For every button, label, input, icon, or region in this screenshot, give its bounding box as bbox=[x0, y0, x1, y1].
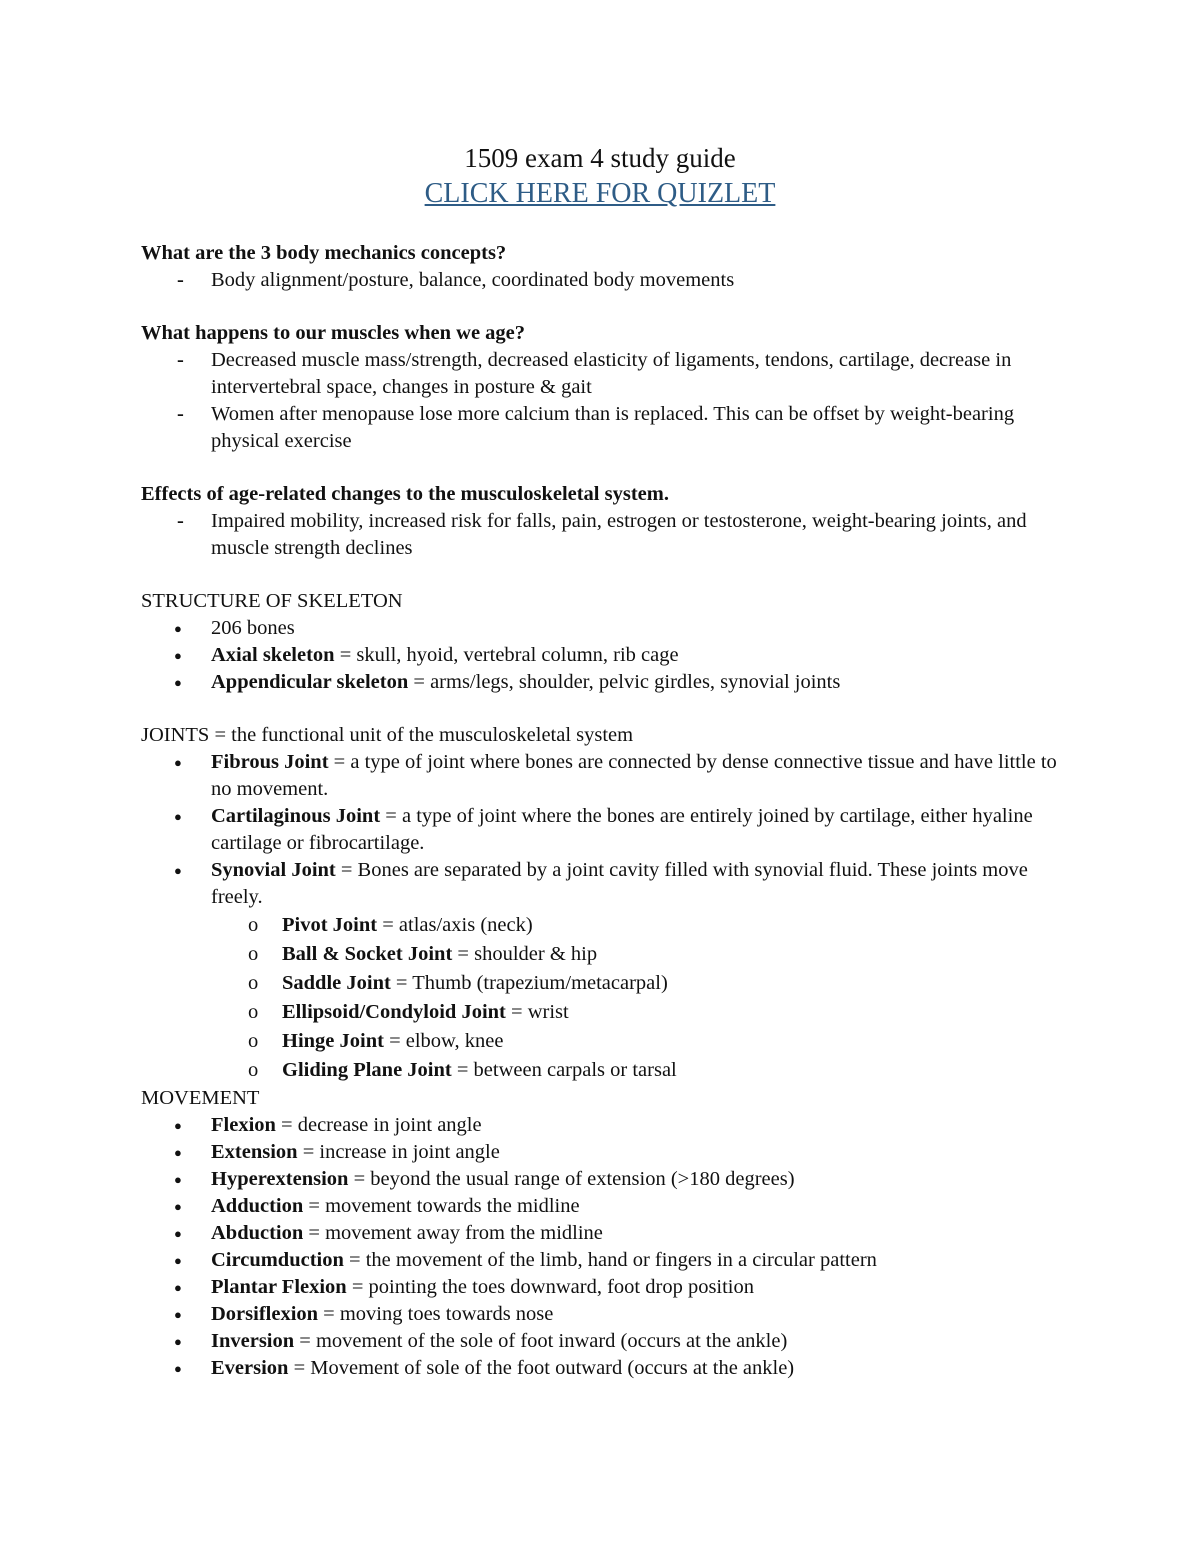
definition: = decrease in joint angle bbox=[275, 1114, 482, 1136]
term: Hyperextension bbox=[211, 1168, 349, 1190]
list-item bbox=[141, 642, 1061, 669]
quizlet-link[interactable]: CLICK HERE FOR QUIZLET bbox=[424, 178, 776, 209]
list-item bbox=[141, 669, 1061, 696]
question-heading: What are the 3 body mechanics concepts? bbox=[141, 242, 507, 264]
section-body-mechanics bbox=[141, 240, 1061, 294]
list-item bbox=[141, 1139, 1061, 1166]
term: Adduction bbox=[211, 1195, 304, 1217]
term: Gliding Plane Joint bbox=[282, 1059, 452, 1081]
list-item bbox=[141, 615, 1061, 642]
definition: = Movement of sole of the foot outward (occurs at the ankle) bbox=[288, 1357, 795, 1379]
term: Ball & Socket Joint bbox=[282, 943, 453, 965]
title-block bbox=[0, 140, 1200, 212]
definition: = elbow, knee bbox=[383, 1030, 504, 1052]
question-heading: Effects of age-related changes to the musculoskeletal system. bbox=[141, 483, 669, 505]
section-effects bbox=[141, 481, 1061, 562]
sub-list-item bbox=[141, 969, 1061, 998]
term: Inversion bbox=[211, 1330, 295, 1352]
sub-list-item bbox=[141, 911, 1061, 940]
term: Abduction bbox=[211, 1222, 304, 1244]
definition: = skull, hyoid, vertebral column, rib cage bbox=[334, 644, 679, 666]
answer-item: - Impaired mobility, increased risk for falls, pain, estrogen or testosterone, weight-bearing joints, and muscle strength declines bbox=[141, 508, 1061, 562]
sub-list-item bbox=[141, 998, 1061, 1027]
term: Axial skeleton bbox=[211, 644, 335, 666]
list-item bbox=[141, 1247, 1061, 1274]
sub-list-item bbox=[141, 1027, 1061, 1056]
term: Extension bbox=[211, 1141, 298, 1163]
document-body bbox=[141, 240, 1061, 1382]
term: Hinge Joint bbox=[282, 1030, 384, 1052]
definition: = increase in joint angle bbox=[297, 1141, 500, 1163]
section-heading: STRUCTURE OF SKELETON bbox=[141, 590, 403, 612]
list-item bbox=[141, 1166, 1061, 1193]
list-item bbox=[141, 1193, 1061, 1220]
definition: = beyond the usual range of extension (>180 degrees) bbox=[348, 1168, 795, 1190]
term: Saddle Joint bbox=[282, 972, 391, 994]
section-skeleton bbox=[141, 588, 1061, 696]
definition: = moving toes towards nose bbox=[318, 1303, 554, 1325]
definition: = movement towards the midline bbox=[303, 1195, 580, 1217]
section-aging bbox=[141, 320, 1061, 455]
definition: = Bones are separated by a joint cavity filled with synovial fluid. These joints move freely. bbox=[211, 859, 1028, 908]
definition: = a type of joint where bones are connected by dense connective tissue and have little to no movement. bbox=[211, 751, 1057, 800]
bullet-list bbox=[141, 615, 1061, 696]
term: Circumduction bbox=[211, 1249, 344, 1271]
section-joints bbox=[141, 722, 1061, 1085]
definition: = a type of joint where the bones are entirely joined by cartilage, either hyaline cartilage or fibrocartilage. bbox=[211, 805, 1033, 854]
list-item bbox=[141, 803, 1061, 857]
term: Eversion bbox=[211, 1357, 289, 1379]
answer-list bbox=[141, 267, 1061, 294]
question-heading: What happens to our muscles when we age? bbox=[141, 322, 526, 344]
list-item bbox=[141, 1112, 1061, 1139]
answer-item: - Women after menopause lose more calcium than is replaced. This can be offset by weight-bearing physical exercise bbox=[141, 401, 1061, 455]
list-item bbox=[141, 1328, 1061, 1355]
heading-definition: = the functional unit of the musculoskeletal system bbox=[209, 724, 634, 746]
definition: = atlas/axis (neck) bbox=[377, 914, 533, 936]
section-movement bbox=[141, 1085, 1061, 1382]
answer-list bbox=[141, 347, 1061, 455]
term: Appendicular skeleton bbox=[211, 671, 409, 693]
definition: = movement of the sole of foot inward (occurs at the ankle) bbox=[294, 1330, 788, 1352]
answer-list bbox=[141, 508, 1061, 562]
definition: 206 bones bbox=[211, 617, 295, 639]
definition: = the movement of the limb, hand or fingers in a circular pattern bbox=[343, 1249, 877, 1271]
list-item bbox=[141, 1220, 1061, 1247]
sub-list-item bbox=[141, 1056, 1061, 1085]
definition: = wrist bbox=[505, 1001, 569, 1023]
heading-term: JOINTS bbox=[141, 724, 210, 746]
term: Fibrous Joint bbox=[211, 751, 329, 773]
bullet-list bbox=[141, 749, 1061, 911]
sub-list-item bbox=[141, 940, 1061, 969]
list-item bbox=[141, 749, 1061, 803]
list-item bbox=[141, 857, 1061, 911]
list-item bbox=[141, 1355, 1061, 1382]
definition: = pointing the toes downward, foot drop position bbox=[346, 1276, 755, 1298]
section-heading bbox=[141, 722, 1061, 749]
term: Synovial Joint bbox=[211, 859, 336, 881]
answer-item: - Body alignment/posture, balance, coordinated body movements bbox=[141, 267, 1061, 294]
list-item bbox=[141, 1274, 1061, 1301]
sub-list bbox=[141, 911, 1061, 1085]
list-item bbox=[141, 1301, 1061, 1328]
definition: = Thumb (trapezium/metacarpal) bbox=[390, 972, 668, 994]
answer-item: - Decreased muscle mass/strength, decreased elasticity of ligaments, tendons, cartilage, decrease in intervertebral space, changes in posture & gait bbox=[141, 347, 1061, 401]
definition: = movement away from the midline bbox=[303, 1222, 603, 1244]
term: Ellipsoid/Condyloid Joint bbox=[282, 1001, 506, 1023]
term: Dorsiflexion bbox=[211, 1303, 319, 1325]
term: Flexion bbox=[211, 1114, 276, 1136]
definition: = shoulder & hip bbox=[452, 943, 598, 965]
page-title: 1509 exam 4 study guide bbox=[464, 143, 736, 173]
definition: = between carpals or tarsal bbox=[451, 1059, 677, 1081]
section-heading: MOVEMENT bbox=[141, 1087, 260, 1109]
term: Plantar Flexion bbox=[211, 1276, 347, 1298]
term: Pivot Joint bbox=[282, 914, 378, 936]
bullet-list bbox=[141, 1112, 1061, 1382]
definition: = arms/legs, shoulder, pelvic girdles, synovial joints bbox=[408, 671, 841, 693]
term: Cartilaginous Joint bbox=[211, 805, 381, 827]
